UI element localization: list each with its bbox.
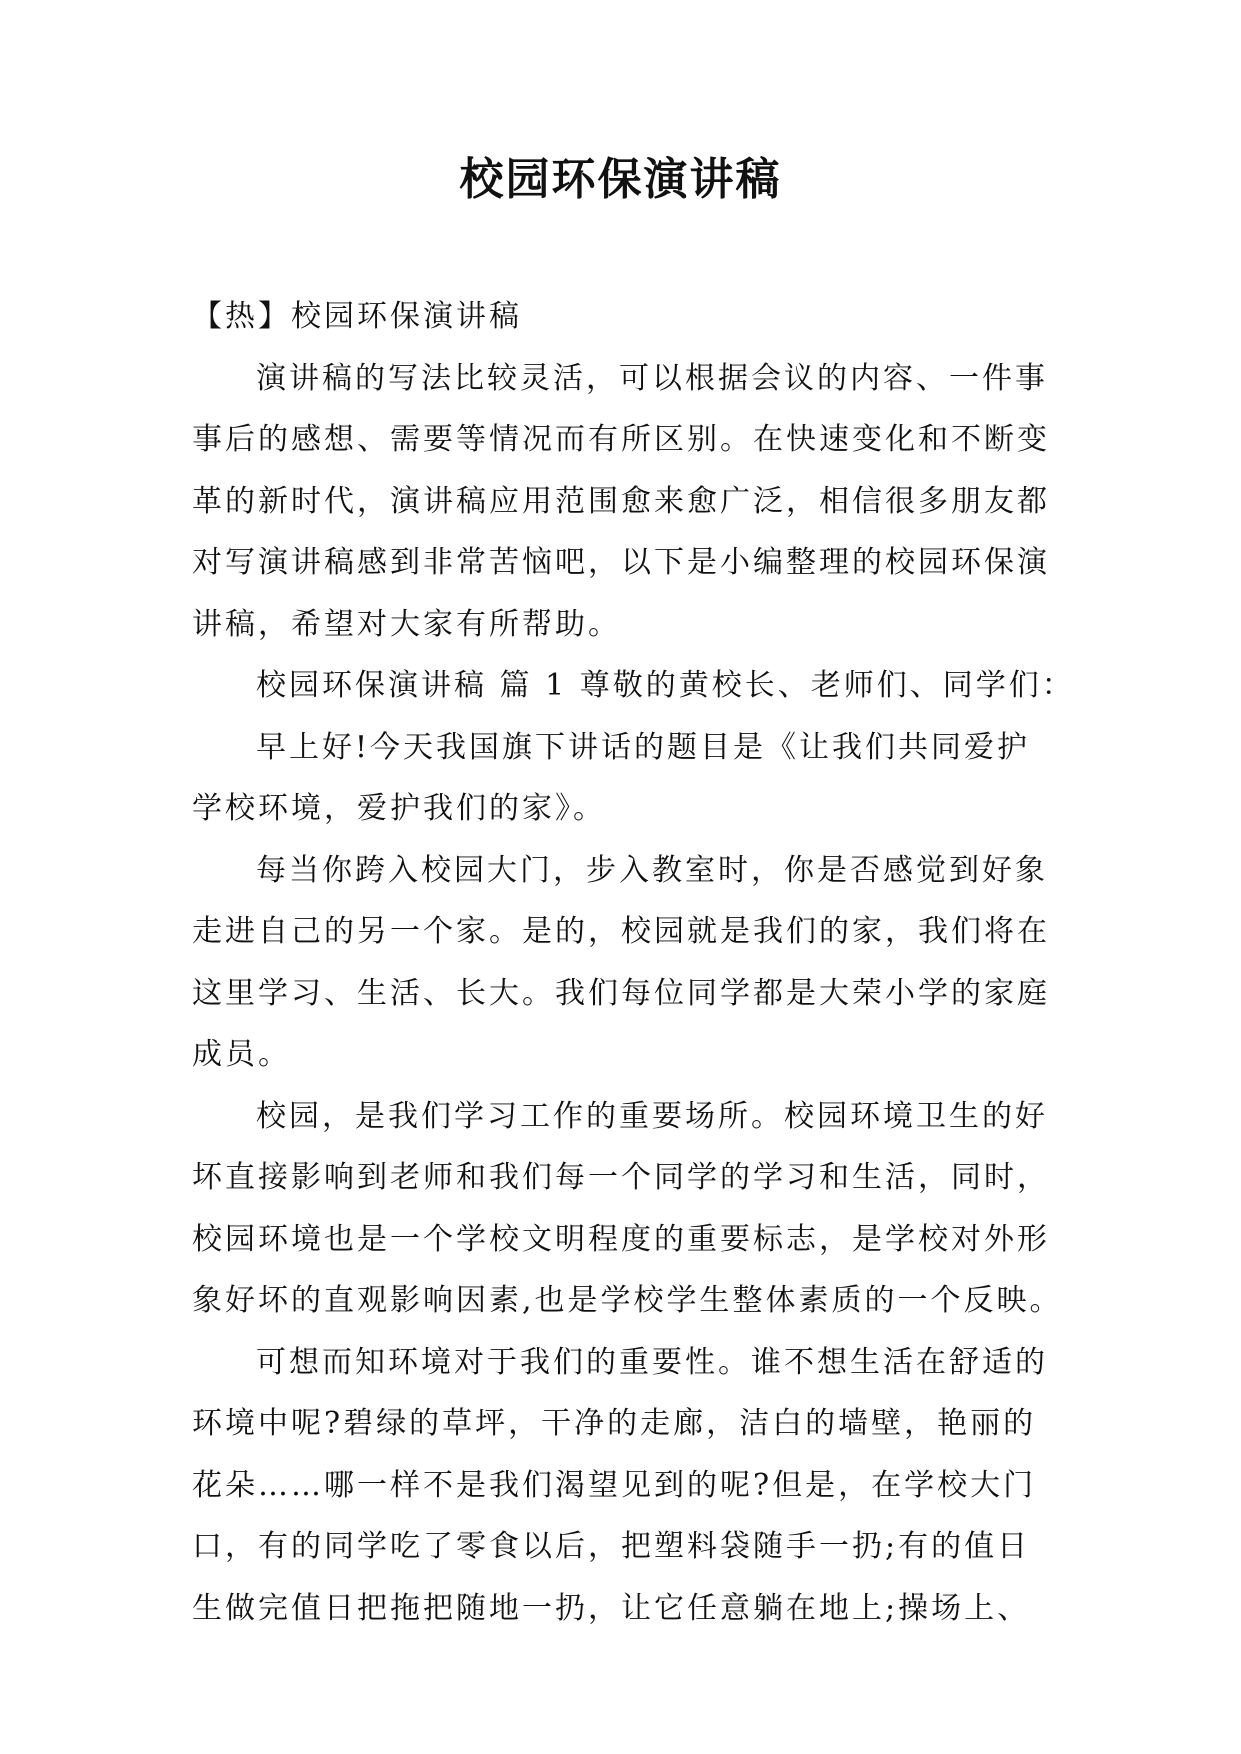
document-body <box>192 286 1075 1639</box>
text-line: 【热】校园环保演讲稿 <box>192 299 522 334</box>
text-line: 校园环境也是一个学校文明程度的重要标志，是学校对外形 <box>192 1221 1050 1257</box>
text-line: 口，有的同学吃了零食以后，把塑料袋随手一扔;有的值日 <box>192 1529 1031 1564</box>
text-line: 象好坏的直观影响因素,也是学校学生整体素质的一个反映。 <box>192 1283 1063 1318</box>
text-line: 成员。 <box>192 1037 291 1072</box>
text-line: 这里学习、生活、长大。我们每位同学都是大荣小学的家庭 <box>192 975 1050 1011</box>
text-line: 可想而知环境对于我们的重要性。谁不想生活在舒适的 <box>256 1344 1048 1380</box>
text-line: 演讲稿的写法比较灵活，可以根据会议的内容、一件事 <box>256 360 1048 396</box>
document-title: 校园环保演讲稿 <box>459 154 782 205</box>
text-line: 校园，是我们学习工作的重要场所。校园环境卫生的好 <box>256 1098 1048 1134</box>
text-line: 对写演讲稿感到非常苦恼吧，以下是小编整理的校园环保演 <box>192 545 1050 580</box>
text-line: 校园环保演讲稿 篇 1 尊敬的黄校长、老师们、同学们： <box>256 668 1075 703</box>
text-line: 早上好!今天我国旗下讲话的题目是《让我们共同爱护 <box>256 729 1031 765</box>
text-line: 革的新时代，演讲稿应用范围愈来愈广泛，相信很多朋友都 <box>192 483 1050 519</box>
text-line: 每当你跨入校园大门，步入教室时，你是否感觉到好象 <box>256 852 1048 888</box>
text-line: 生做完值日把拖把随地一扔，让它任意躺在地上;操场上、 <box>192 1590 1031 1626</box>
text-line: 坏直接影响到老师和我们每一个同学的学习和生活，同时， <box>192 1160 1050 1195</box>
text-line: 走进自己的另一个家。是的，校园就是我们的家，我们将在 <box>192 914 1050 949</box>
text-line: 环境中呢?碧绿的草坪，干净的走廊，洁白的墙壁，艳丽的 <box>192 1406 1037 1441</box>
text-line: 讲稿，希望对大家有所帮助。 <box>192 606 621 642</box>
text-line: 学校环境，爱护我们的家》。 <box>192 791 606 826</box>
text-line: 事后的感想、需要等情况而有所区别。在快速变化和不断变 <box>192 422 1050 457</box>
text-line: 花朵……哪一样不是我们渴望见到的呢?但是，在学校大门 <box>192 1467 1037 1503</box>
